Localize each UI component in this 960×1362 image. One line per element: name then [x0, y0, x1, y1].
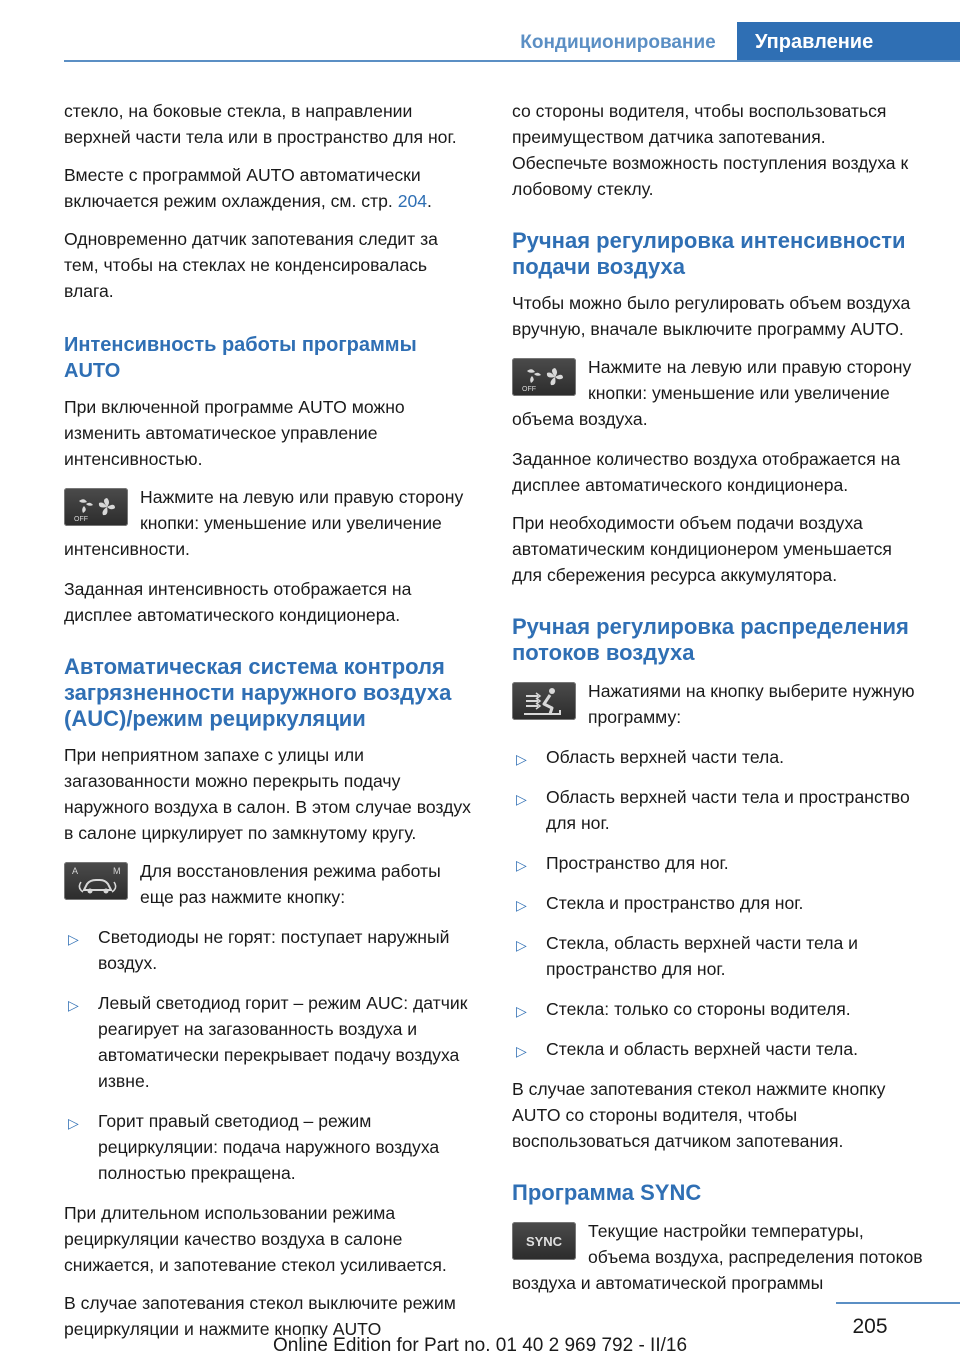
paragraph: со стороны водителя, чтобы воспользоваться преимуществом датчика запотевания. Обеспечьте возможность поступления воздуха к лобовому стеклу.: [512, 101, 909, 199]
section-title: Кондиционирование: [520, 32, 716, 53]
svg-text:M: M: [113, 866, 121, 876]
list-item: ▷ Пространство для ног.: [512, 850, 924, 876]
paragraph: При длительном использовании режима рециркуляции качество воздуха в салоне снижается, и запотевание стекол усиливается.: [64, 1203, 447, 1275]
triangle-bullet-icon: ▷: [516, 1003, 527, 1019]
paragraph: Заданное количество воздуха отображается на дисплее автоматического кондиционера.: [512, 449, 901, 495]
list-item: ▷ Область верхней части тела и пространство для ног.: [516, 787, 910, 833]
left-column: [64, 98, 477, 1354]
svg-text:A: A: [72, 866, 79, 876]
sync-button-icon: [512, 1222, 576, 1260]
list-item: ▷ Стекла: только со стороны водителя.: [512, 996, 924, 1022]
list-item: ▷ Светодиоды не горят: поступает наружный воздух.: [68, 927, 450, 973]
fan-button-instruction: [64, 484, 477, 562]
list-item: ▷ Стекла и область верхней части тела.: [512, 1036, 924, 1062]
paragraph: Нажатиями на кнопку выберите нужную программу:: [588, 681, 915, 727]
paragraph: В случае запотевания стекол нажмите кнопку AUTO со стороны водителя, чтобы воспользоваться датчиком запотевания.: [512, 1079, 886, 1151]
paragraph: Нажмите на левую или правую сторону кнопки: уменьшение или увеличение объема воздуха.: [512, 357, 912, 429]
fan-button-icon: [512, 358, 576, 396]
triangle-bullet-icon: ▷: [516, 751, 527, 767]
triangle-bullet-icon: ▷: [68, 931, 79, 947]
paragraph: стекло, на боковые стекла, в направлении верхней части тела или в пространство для ног.: [64, 101, 457, 147]
triangle-bullet-icon: ▷: [516, 897, 527, 913]
paragraph: При необходимости объем подачи воздуха автоматическим кондиционером уменьшается для сбережения ресурса аккумулятора.: [512, 513, 892, 585]
led-status-list: [64, 924, 477, 1186]
paragraph: Заданная интенсивность отображается на дисплее автоматического кондиционера.: [64, 579, 412, 625]
page-link[interactable]: 204: [397, 191, 428, 211]
list-item: ▷ Стекла, область верхней части тела и пространство для ног.: [516, 933, 858, 979]
paragraph: Чтобы можно было регулировать объем воздуха вручную, вначале выключите программу AUTO.: [512, 293, 911, 339]
edition-footer: Online Edition for Part no. 01 40 2 969 792 - II/16: [272, 1335, 688, 1356]
paragraph: Одновременно датчик запотевания следит за тем, чтобы на стеклах не конденсировалась влага.: [64, 229, 438, 301]
svg-text:OFF: OFF: [522, 386, 536, 393]
paragraph-with-link: [64, 162, 477, 214]
paragraph: При включенной программе AUTO можно изменить автоматическое управление интенсивностью.: [64, 397, 405, 469]
page-header: [0, 0, 960, 62]
heading-auto-intensity: Интенсивность работы программы AUTO: [64, 334, 417, 382]
list-item: ▷ Левый светодиод горит – режим AUC: датчик реагирует на загазованность воздуха и автоматически перекрывает подачу воздуха извне.: [68, 993, 468, 1091]
recirculation-button-instruction: [64, 858, 477, 910]
triangle-bullet-icon: ▷: [68, 1115, 79, 1131]
svg-text:OFF: OFF: [74, 516, 88, 523]
heading-manual-volume: Ручная регулировка интенсивности подачи воздуха: [512, 228, 906, 279]
paragraph: Для восстановления режима работы еще раз нажмите кнопку:: [140, 861, 441, 907]
heading-auc: Автоматическая система контроля загрязненности наружного воздуха (AUC)/режим рециркуляции: [64, 654, 452, 731]
paragraph: В случае запотевания стекол выключите режим рециркуляции и нажмите кнопку AUTO: [64, 1293, 456, 1339]
paragraph: Нажмите на левую или правую сторону кнопки: уменьшение или увеличение интенсивности.: [64, 487, 464, 559]
distribution-button-instruction: [512, 678, 924, 730]
fan-button-instruction: [512, 354, 924, 432]
chapter-tab: Управление: [737, 22, 960, 62]
triangle-bullet-icon: ▷: [516, 937, 527, 953]
paragraph: При неприятном запахе с улицы или загазованности можно перекрыть подачу наружного воздуха в салон. В этом случае воздух в салоне циркулирует по замкнутому кругу.: [64, 745, 471, 843]
distribution-program-list: [512, 744, 924, 1062]
paragraph-text: Вместе с программой AUTO автоматически включается режим охлаждения, см. стр.: [64, 165, 421, 211]
page-number-rule: [836, 1302, 960, 1304]
list-item: ▷ Горит правый светодиод – режим рециркуляции: подача наружного воздуха полностью прекращена.: [68, 1111, 440, 1183]
air-distribution-button-icon: [512, 682, 576, 720]
heading-manual-distribution: Ручная регулировка распределения потоков воздуха: [512, 614, 909, 665]
list-item: ▷ Область верхней части тела.: [512, 744, 924, 770]
svg-text:SYNC: SYNC: [525, 1234, 563, 1249]
page-number: 205: [852, 1315, 888, 1338]
right-column: [512, 98, 924, 1310]
triangle-bullet-icon: ▷: [516, 1043, 527, 1059]
triangle-bullet-icon: ▷: [516, 791, 527, 807]
paragraph-end: .: [427, 191, 432, 211]
paragraph: Текущие настройки температуры, объема воздуха, распределения потоков воздуха и автоматической программы: [512, 1221, 923, 1293]
triangle-bullet-icon: ▷: [68, 997, 79, 1013]
sync-button-instruction: [512, 1218, 924, 1296]
heading-sync: Программа SYNC: [512, 1180, 702, 1205]
list-item: ▷ Стекла и пространство для ног.: [512, 890, 924, 916]
header-rule: [64, 60, 960, 62]
recirculation-button-icon: [64, 862, 128, 900]
fan-button-icon: [64, 488, 128, 526]
triangle-bullet-icon: ▷: [516, 857, 527, 873]
